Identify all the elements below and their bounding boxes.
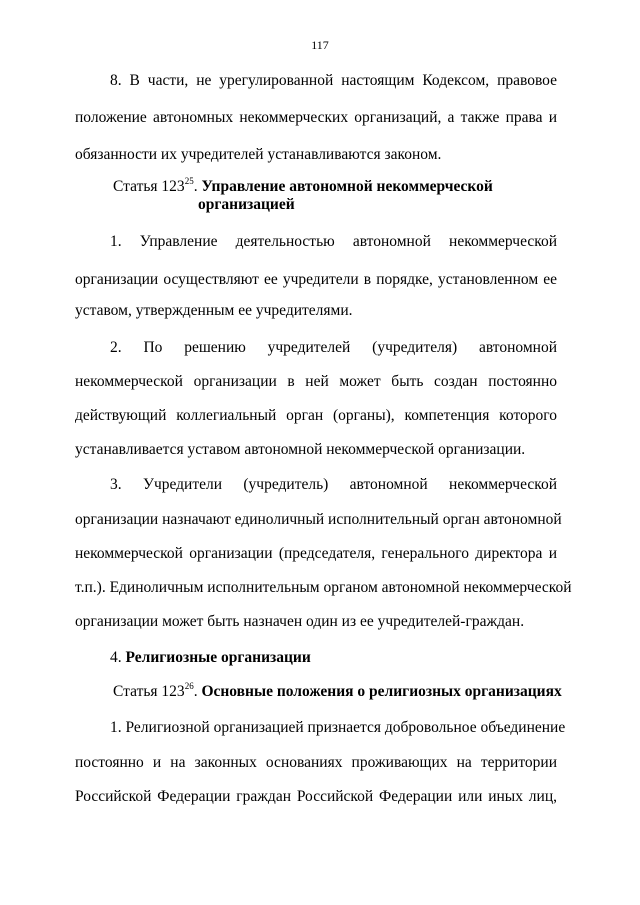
- a25-paragraph-3-line-3: некоммерческой организации (председателя, генерального директора и: [75, 545, 557, 562]
- a26-paragraph-1-line-1: 1. Религиозной организацией признается добровольное объединение: [110, 719, 566, 736]
- article-123-25-sup: 25: [184, 175, 194, 186]
- a25-paragraph-3-line-4: т.п.). Единоличным исполнительным органом автономной некоммерческой: [75, 579, 572, 596]
- a25-paragraph-3-line-1: 3. Учредители (учредитель) автономной некоммерческой: [110, 476, 557, 493]
- section-4-title: Религиозные организации: [125, 649, 311, 666]
- paragraph-8-line-2: положение автономных некоммерческих организаций, а также права и: [75, 109, 557, 126]
- a25-paragraph-2-line-3: действующий коллегиальный орган (органы), компетенция которого: [75, 407, 557, 424]
- page-number: 117: [311, 38, 329, 52]
- a25-paragraph-1-line-2: организации осуществляют ее учредители в порядке, установленном ее: [75, 271, 557, 288]
- paragraph-8-line-3: обязанности их учредителей устанавливаются законом.: [75, 146, 442, 163]
- article-123-26-heading: [113, 680, 562, 701]
- article-123-25-title-line-1: Управление автономной некоммерческой: [201, 178, 493, 195]
- article-123-26-title: Основные положения о религиозных организациях: [201, 683, 562, 700]
- a25-paragraph-2-line-1: 2. По решению учредителей (учредителя) автономной: [110, 339, 557, 356]
- section-4-number: 4.: [110, 649, 126, 666]
- article-123-25-heading: [113, 175, 493, 196]
- a25-paragraph-3-line-2: организации назначают единоличный исполнительный орган автономной: [75, 511, 562, 528]
- article-123-25-prefix: Статья 123: [113, 178, 185, 195]
- article-123-26-sup: 26: [184, 680, 194, 691]
- article-123-25-title-line-2: организацией: [198, 196, 295, 213]
- a25-paragraph-1-line-1: 1. Управление деятельностью автономной некоммерческой: [110, 233, 557, 250]
- a26-paragraph-1-line-2: постоянно и на законных основаниях проживающих на территории: [75, 754, 557, 771]
- a25-paragraph-2-line-2: некоммерческой организации в ней может быть создан постоянно: [75, 373, 557, 390]
- a26-paragraph-1-line-3: Российской Федерации граждан Российской Федерации или иных лиц,: [75, 788, 557, 805]
- paragraph-8-line-1: 8. В части, не урегулированной настоящим Кодексом, правовое: [110, 72, 557, 89]
- a25-paragraph-1-line-3: уставом, утвержденным ее учредителями.: [75, 302, 353, 319]
- article-123-26-dot: .: [193, 683, 202, 700]
- a25-paragraph-2-line-4: устанавливается уставом автономной некоммерческой организации.: [75, 441, 526, 458]
- a25-paragraph-3-line-5: организации может быть назначен один из ее учредителей-граждан.: [75, 613, 525, 630]
- article-123-26-prefix: Статья 123: [113, 683, 185, 700]
- article-123-25-dot: .: [193, 178, 198, 195]
- section-4-heading: [110, 649, 311, 667]
